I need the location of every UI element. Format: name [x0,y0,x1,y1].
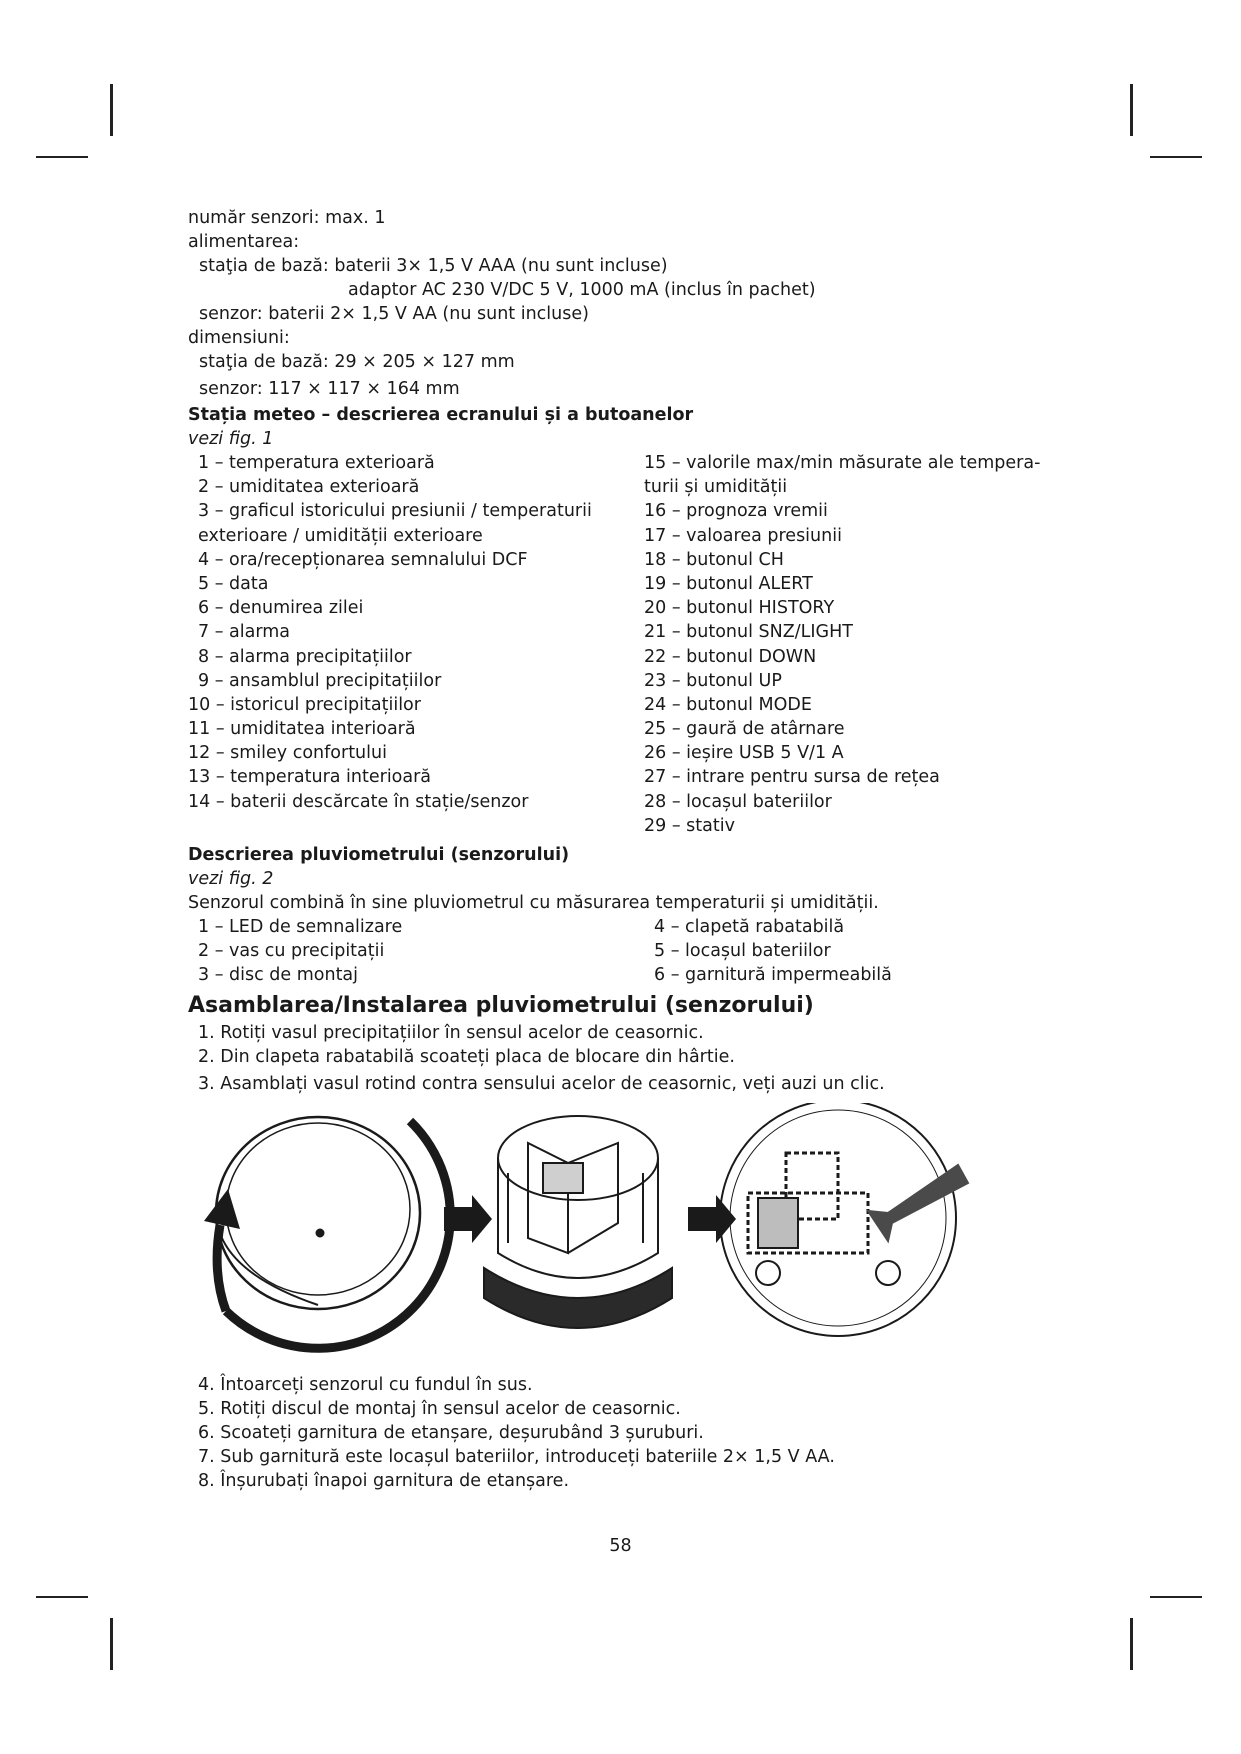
legend-item: 11 – umiditatea interioară [188,719,416,740]
sensor-legend-right [654,915,1094,988]
legend-item: 28 – locașul bateriilor [644,791,832,812]
legend-item: 7 – alarma [198,622,290,643]
step-item: 5. Rotiți discul de montaj în sensul acelor de ceasornic. [198,1398,681,1419]
legend-item: 20 – butonul HISTORY [644,598,835,619]
legend-item: 23 – butonul UP [644,670,782,691]
step-item: 1. Rotiți vasul precipitațiilor în sensul acelor de ceasornic. [198,1023,704,1043]
station-legend [188,451,1068,841]
section-heading-station: Stația meteo – descrierea ecranului și a butoanelor [188,405,694,425]
section-heading-assembly: Asamblarea/Instalarea pluviometrului (senzorului) [188,993,814,1018]
rotation-arrow-head [204,1189,240,1229]
legend-item: 26 – ieșire USB 5 V/1 A [644,743,844,764]
spec-power-sensor: senzor: baterii 2× 1,5 V AA (nu sunt incluse) [199,304,589,324]
legend-item: 24 – butonul MODE [644,694,812,715]
figure-reference: vezi fig. 2 [188,869,274,889]
legend-item: 27 – intrare pentru sursa de rețea [644,767,940,788]
step-item: 8. Înșurubați înapoi garnitura de etanșare. [198,1471,570,1492]
crop-mark [110,1618,113,1670]
arrow-right-icon [688,1195,736,1243]
legend-item: 6 – denumirea zilei [198,598,364,619]
figure-reference: vezi fig. 1 [188,429,274,449]
step-item: 4. Întoarceți senzorul cu fundul în sus. [198,1374,533,1395]
crop-mark [110,84,113,136]
legend-item: turii și umidității [644,477,788,498]
legend-item: 8 – alarma precipitațiilor [198,646,412,667]
legend-item: 14 – baterii descărcate în stație/senzor [188,791,529,812]
step-item: 3. Asamblați vasul rotind contra sensului acelor de ceasornic, veți auzi un clic. [198,1074,885,1095]
legend-item: 19 – butonul ALERT [644,573,813,594]
spec-dim-sensor: senzor: 117 × 117 × 164 mm [199,379,460,399]
legend-item: 3 – graficul istoricului presiunii / temperaturii [198,501,592,522]
crop-mark [36,156,88,158]
legend-item: 5 – data [198,573,269,594]
step-item: 6. Scoateți garnitura de etanșare, deșurubând 3 șuruburi. [198,1422,704,1443]
station-legend-right [644,451,1084,838]
sensor-legend-left [188,915,628,988]
spec-dim-base: staţia de bază: 29 × 205 × 127 mm [199,352,515,372]
spec-sensors: număr senzori: max. 1 [188,208,386,228]
rain-gauge-bottom [720,1103,968,1336]
page-number: 58 [609,1536,632,1556]
legend-item: 15 – valorile max/min măsurate ale tempera- [644,453,1041,473]
spec-dim-label: dimensiuni: [188,328,290,348]
crop-mark [1150,156,1202,158]
legend-item: 25 – gaură de atârnare [644,719,845,740]
section-heading-sensor: Descrierea pluviometrului (senzorului) [188,845,570,865]
crop-mark [1150,1596,1202,1598]
legend-item: 12 – smiley confortului [188,743,387,764]
crop-mark [36,1596,88,1598]
legend-item: 17 – valoarea presiunii [644,525,842,546]
legend-item: exterioare / umidității exterioare [198,525,483,546]
legend-item: 2 – vas cu precipitații [198,941,385,962]
spec-power-base: staţia de bază: baterii 3× 1,5 V AAA (nu sunt incluse) [199,256,668,276]
assembly-steps-2 [188,1373,1068,1494]
rain-gauge-open [484,1116,672,1328]
legend-item: 13 – temperatura interioară [188,767,432,788]
spec-power-label: alimentarea: [188,232,300,252]
legend-item: 18 – butonul CH [644,549,784,570]
page-content [188,206,1068,1494]
sensor-legend [188,915,1068,988]
crop-mark [1130,1618,1133,1670]
step-item: 7. Sub garnitură este locașul bateriilor, introduceți bateriile 2× 1,5 V AA. [198,1447,835,1468]
assembly-steps-1 [188,1021,1068,1097]
legend-item: 10 – istoricul precipitațiilor [188,694,421,715]
legend-item: 1 – LED de semnalizare [198,917,403,937]
rain-gauge-lid [204,1117,450,1348]
crop-mark [1130,84,1133,136]
legend-item: 4 – ora/recepționarea semnalului DCF [198,549,528,570]
spec-power-adaptor: adaptor AC 230 V/DC 5 V, 1000 mA (inclus în pachet) [348,280,816,300]
legend-item: 3 – disc de montaj [198,965,359,986]
station-legend-left [188,451,628,814]
legend-item: 9 – ansamblul precipitațiilor [198,670,442,691]
legend-item: 1 – temperatura exterioară [198,453,435,473]
legend-item: 16 – prognoza vremii [644,501,828,522]
legend-item: 4 – clapetă rabatabilă [654,917,845,937]
assembly-illustration [188,1103,1068,1373]
sensor-intro: Senzorul combină în sine pluviometrul cu măsurarea temperaturii și umidității. [188,893,879,913]
pointer-arrow-icon [868,1165,968,1241]
legend-item: 2 – umiditatea exterioară [198,477,420,498]
legend-item: 22 – butonul DOWN [644,646,817,667]
step-item: 2. Din clapeta rabatabilă scoateți placa de blocare din hârtie. [198,1047,735,1068]
assembly-illustration-svg [188,1103,1068,1373]
legend-item: 21 – butonul SNZ/LIGHT [644,622,853,643]
legend-item: 5 – locașul bateriilor [654,941,831,962]
legend-item: 6 – garnitură impermeabilă [654,965,892,986]
legend-item: 29 – stativ [644,815,735,836]
